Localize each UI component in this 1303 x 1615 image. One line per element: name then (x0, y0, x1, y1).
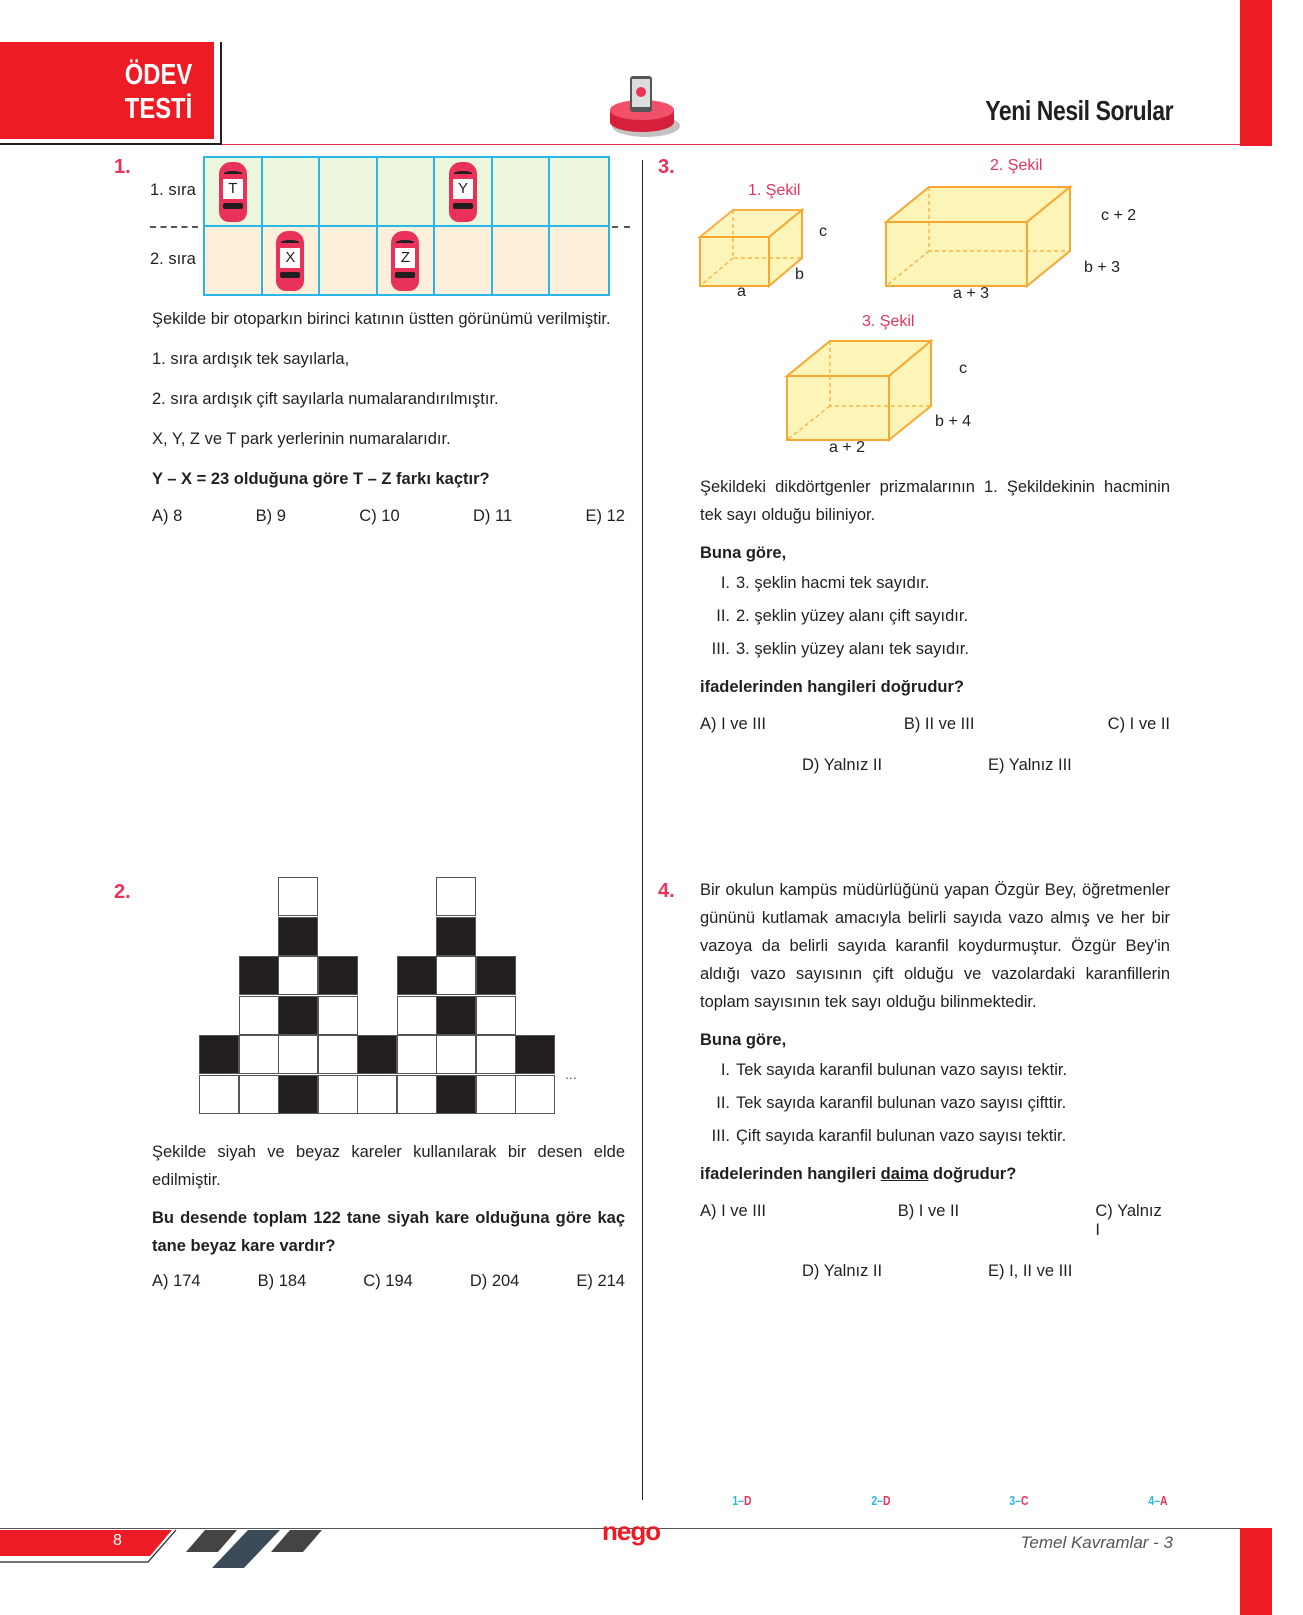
white-square (436, 1035, 476, 1074)
page-number: 8 (113, 1532, 122, 1549)
white-square (239, 1075, 279, 1114)
parking-grid (203, 156, 610, 296)
shape2-title: 2. Şekil (990, 157, 1043, 174)
page-edge-bar (1240, 0, 1272, 146)
parking-spot (493, 226, 551, 294)
q1-text: 1. sıra ardışık tek sayılarla, (152, 350, 350, 368)
white-square (239, 1035, 279, 1074)
white-square (476, 1035, 516, 1074)
parking-spot (550, 226, 608, 294)
answer-key-item: 4–A (1148, 1493, 1168, 1508)
prism-shape-2 (886, 187, 1070, 286)
emphasis-word: daima (880, 1165, 929, 1183)
white-square (397, 1035, 437, 1074)
shape2-height: c + 2 (1101, 207, 1137, 224)
prism-shape-3 (787, 341, 931, 440)
q3-question: ifadelerinden hangileri doğrudur? (700, 678, 965, 696)
car-label: X (280, 248, 300, 268)
white-square (318, 1075, 358, 1114)
parking-spot (550, 158, 608, 226)
black-square (278, 917, 318, 956)
q3-body (700, 473, 1170, 775)
pattern-ellipsis: ... (565, 1066, 577, 1082)
white-square (397, 996, 437, 1035)
row1-label: 1. sıra (150, 181, 196, 199)
option-b[interactable]: B) 184 (257, 1272, 307, 1290)
option-c[interactable]: C) I ve II (1107, 715, 1170, 733)
option-b[interactable]: B) I ve II (897, 1202, 960, 1220)
parking-spot (435, 226, 493, 294)
black-square (436, 1075, 476, 1114)
header-rule (222, 144, 1272, 145)
option-b[interactable]: B) II ve III (903, 715, 975, 733)
option-d[interactable]: D) Yalnız II (802, 1262, 883, 1280)
book-title: Temel Kavramlar - 3 (1020, 1533, 1173, 1552)
row-separator (150, 226, 198, 228)
option-e[interactable]: E) I, II ve III (988, 1262, 1073, 1280)
q2-text: Şekilde siyah ve beyaz kareler kullanılarak bir desen elde edilmiştir. (152, 1143, 625, 1189)
header-divider (0, 143, 222, 145)
shape2-width: a + 3 (953, 285, 990, 302)
q3-statement: I. 3. şeklin hacmi tek sayıdır. (720, 574, 930, 592)
parking-spot (205, 226, 263, 294)
car-icon (391, 231, 419, 291)
car-label: Y (453, 179, 473, 199)
parking-spot (378, 158, 436, 226)
q1-text: 2. sıra ardışık çift sayılarla numalarandırılmıştır. (152, 390, 499, 408)
shape3-height: c (959, 360, 967, 377)
q3-statement: II. 2. şeklin yüzey alanı çift sayıdır. (716, 607, 969, 625)
option-e[interactable]: E) Yalnız III (988, 756, 1072, 774)
white-square (318, 1035, 358, 1074)
parking-spot (378, 226, 436, 294)
white-square (436, 956, 476, 995)
question-number: 1. (114, 156, 131, 178)
black-square (318, 956, 358, 995)
question-number: 4. (658, 880, 675, 902)
white-square (278, 877, 318, 916)
question-number: 2. (114, 881, 131, 903)
white-square (239, 996, 279, 1035)
q1-options (152, 507, 625, 526)
row-separator (612, 226, 630, 228)
shape1-title: 1. Şekil (748, 182, 801, 199)
option-a[interactable]: A) I ve III (700, 1202, 767, 1220)
white-square (199, 1075, 239, 1114)
option-a[interactable]: A) I ve III (700, 715, 767, 733)
q4-body (700, 876, 1170, 1281)
q4-statement: III. Çift sayıda karanfil bulunan vazo sayısı tektir. (711, 1127, 1067, 1145)
black-square (515, 1035, 555, 1074)
white-square (278, 1035, 318, 1074)
shape1-height: c (819, 223, 827, 240)
answer-key-item: 3–C (1009, 1493, 1029, 1508)
car-label: T (223, 179, 243, 199)
footer-stripes (0, 1526, 330, 1568)
answer-key-item: 2–D (871, 1493, 891, 1508)
q1-text: X, Y, Z ve T park yerlerinin numaralarıdır. (152, 430, 451, 448)
white-square (476, 1075, 516, 1114)
q3-text: Şekildeki dikdörtgenler prizmalarının 1. Şekildekinin hacminin tek sayı olduğu biliniyor. (700, 478, 1170, 524)
shape1-width: a (737, 283, 746, 300)
parking-spot (435, 158, 493, 226)
q1-text: Şekilde bir otoparkın birinci katının üstten görünümü verilmiştir. (152, 310, 611, 328)
q4-lead: Buna göre, (700, 1031, 787, 1049)
q3-statement: III. 3. şeklin yüzey alanı tek sayıdır. (711, 640, 969, 658)
option-d[interactable]: D) 204 (469, 1272, 520, 1290)
parking-spot (493, 158, 551, 226)
question-number: 3. (658, 156, 675, 178)
black-square (199, 1035, 239, 1074)
black-square (436, 996, 476, 1035)
white-square (476, 996, 516, 1035)
test-badge-title: ÖDEV TESTİ (124, 59, 192, 125)
test-badge (0, 42, 214, 139)
q4-options-row2 (700, 1262, 1170, 1281)
shape3-width: a + 2 (829, 439, 866, 456)
prism-shape-1 (700, 210, 802, 286)
answer-key (730, 1493, 1170, 1508)
black-square (436, 917, 476, 956)
q1-question: Y – X = 23 olduğuna göre T – Z farkı kaçtır? (152, 470, 490, 488)
publisher-logo: nego (602, 1516, 661, 1546)
q2-body (152, 1138, 625, 1291)
q1-body (152, 305, 625, 526)
q4-statement: II. Tek sayıda karanfil bulunan vazo sayısı çifttir. (716, 1094, 1067, 1112)
white-square (318, 996, 358, 1035)
shape2-depth: b + 3 (1084, 259, 1121, 276)
white-square (515, 1075, 555, 1114)
header-divider (220, 42, 222, 145)
option-b[interactable]: B) 9 (255, 507, 286, 525)
row2-label: 2. sıra (150, 250, 196, 268)
white-square (397, 1075, 437, 1114)
q4-statement: I. Tek sayıda karanfil bulunan vazo sayısı tektir. (720, 1061, 1068, 1079)
q2-question: Bu desende toplam 122 tane siyah kare olduğuna göre kaç tane beyaz kare vardır? (152, 1209, 625, 1255)
black-square (239, 956, 279, 995)
q4-text: Bir okulun kampüs müdürlüğünü yapan Özgür Bey, öğretmenler gününü kutlamak amacıyla belirli sayıda vazo almış ve her bir vazoya da belirli sayıda karanfil koydurmuştur. Özgür Bey'in aldığı vazo sayısının çift olduğu ve vazolardaki karanfillerin toplam sayısının tek sayı olduğu bilinmektedir. (700, 881, 1170, 1011)
option-c[interactable]: C) 10 (359, 507, 400, 525)
car-icon (449, 162, 477, 222)
option-e[interactable]: E) 12 (585, 507, 625, 525)
car-icon (219, 162, 247, 222)
prism-figures (640, 150, 1200, 470)
shape3-title: 3. Şekil (862, 313, 915, 330)
parking-spot (320, 226, 378, 294)
parking-spot (320, 158, 378, 226)
q3-options-row1 (700, 715, 1170, 734)
shape1-depth: b (795, 266, 804, 283)
black-square (278, 1075, 318, 1114)
answer-key-item: 1–D (732, 1493, 752, 1508)
black-square (357, 1035, 397, 1074)
shape3-depth: b + 4 (935, 413, 972, 430)
car-label: Z (395, 248, 415, 268)
option-e[interactable]: E) 214 (576, 1272, 625, 1290)
option-d[interactable]: D) Yalnız II (802, 756, 883, 774)
q2-options (152, 1272, 625, 1291)
option-c[interactable]: C) Yalnız I (1095, 1202, 1162, 1239)
black-square (476, 956, 516, 995)
black-square (278, 996, 318, 1035)
section-title: Yeni Nesil Sorular (985, 95, 1173, 126)
page-edge-bar (1240, 1528, 1272, 1615)
parking-spot (263, 158, 321, 226)
phone-on-podium-icon (606, 74, 686, 140)
white-square (357, 1075, 397, 1114)
option-a[interactable]: A) 8 (152, 507, 183, 525)
q3-lead: Buna göre, (700, 544, 787, 562)
option-a[interactable]: A) 174 (152, 1272, 201, 1290)
car-icon (276, 231, 304, 291)
parking-spot (263, 226, 321, 294)
square-pattern (199, 877, 559, 1117)
q4-options-row1 (700, 1202, 1170, 1240)
option-c[interactable]: C) 194 (363, 1272, 413, 1290)
q4-question: ifadelerinden hangileri daima doğrudur? (700, 1165, 1017, 1183)
white-square (278, 956, 318, 995)
option-d[interactable]: D) 11 (473, 507, 513, 525)
parking-spot (205, 158, 263, 226)
white-square (436, 877, 476, 916)
black-square (397, 956, 437, 995)
q3-options-row2 (700, 756, 1170, 775)
